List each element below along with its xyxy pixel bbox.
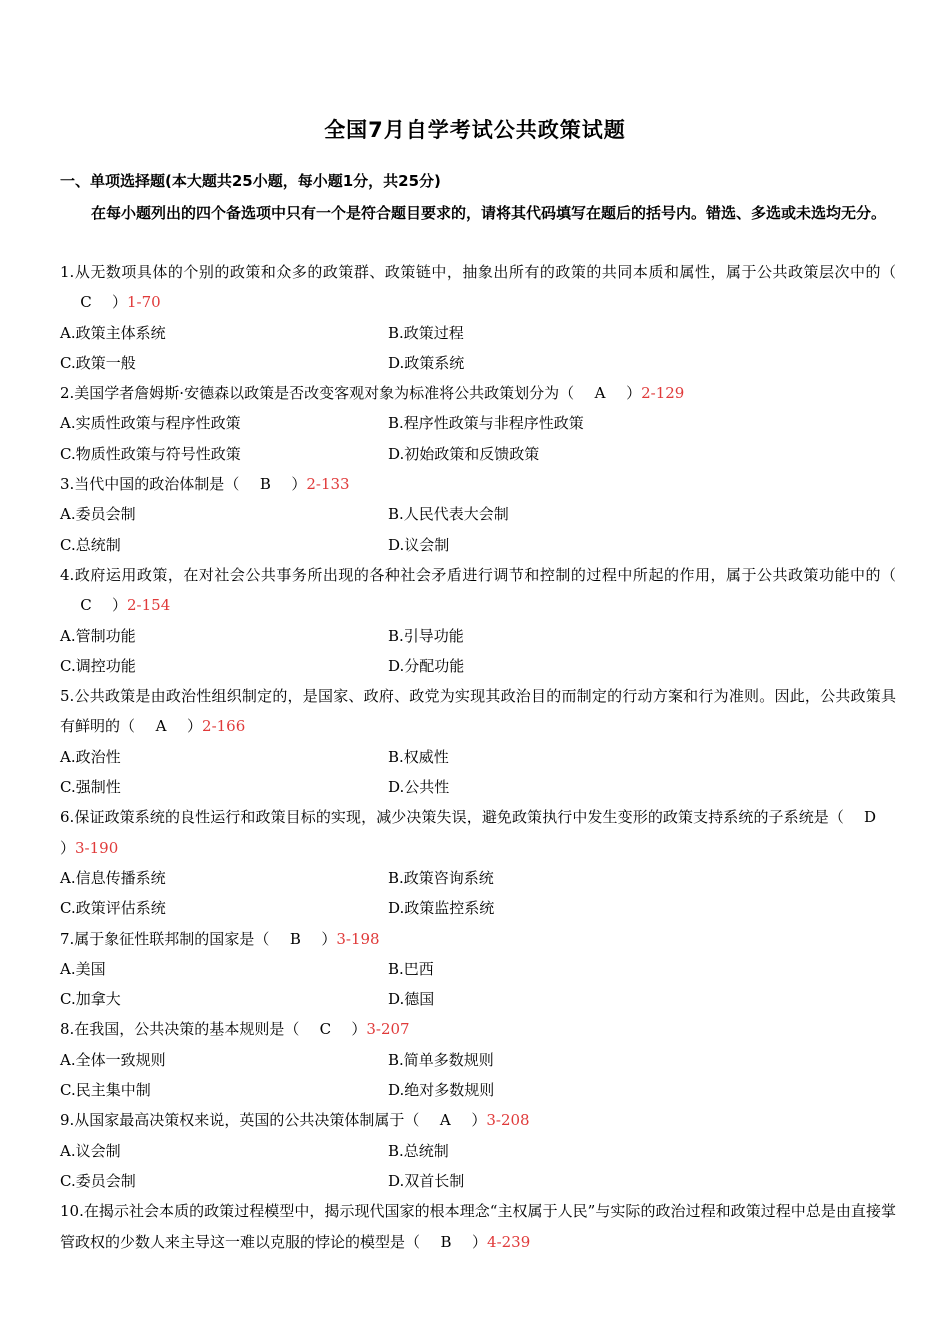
option: A.美国 <box>60 959 106 978</box>
option: A.全体一致规则 <box>60 1050 166 1069</box>
question-stem <box>60 681 896 742</box>
option-row <box>60 318 896 348</box>
option: D.初始政策和反馈政策 <box>388 444 540 463</box>
option: A.政治性 <box>60 747 121 766</box>
answer-letter: B <box>440 1232 452 1251</box>
page-reference: 2-133 <box>306 475 350 494</box>
question-stem <box>60 1105 896 1135</box>
option-row <box>60 1045 896 1075</box>
question-stem <box>60 802 896 863</box>
question-stem <box>60 469 896 499</box>
section-instruction: 在每小题列出的四个备选项中只有一个是符合题目要求的，请将其代码填写在题后的括号内。错选、多选或未选均无分。 <box>91 204 887 222</box>
answer-bracket-close: ） <box>112 293 128 312</box>
question-text: 4.政府运用政策，在对社会公共事务所出现的各种社会矛盾进行调节和控制的过程中所起的作用，属于公共政策功能中的（ <box>60 565 896 584</box>
answer-bracket-close: ） <box>112 596 128 615</box>
question-item <box>60 1196 896 1257</box>
page-reference: 2-154 <box>127 596 171 615</box>
answer-letter: B <box>289 929 301 948</box>
option-row <box>60 499 896 529</box>
option: C.加拿大 <box>60 990 121 1009</box>
option: A.议会制 <box>60 1141 121 1160</box>
option: C.调控功能 <box>60 656 136 675</box>
option: B.程序性政策与非程序性政策 <box>388 414 584 433</box>
answer-letter: A <box>594 384 606 403</box>
option: C.委员会制 <box>60 1171 136 1190</box>
page-reference: 2-166 <box>202 717 246 736</box>
option-row <box>60 863 896 893</box>
section-heading: 一、单项选择题(本大题共25小题，每小题1分，共25分) <box>60 172 441 190</box>
option: D.德国 <box>388 990 435 1009</box>
question-item <box>60 378 896 469</box>
question-item <box>60 257 896 378</box>
page-reference: 3-207 <box>366 1020 410 1039</box>
question-stem <box>60 1196 896 1257</box>
page-reference: 3-190 <box>75 838 119 857</box>
answer-bracket-close: ） <box>187 717 203 736</box>
option: C.政策一般 <box>60 353 136 372</box>
answer-bracket-close: ） <box>60 838 76 857</box>
option: B.权威性 <box>388 747 449 766</box>
question-text: 5.公共政策是由政治性组织制定的，是国家、政府、政党为实现其政治目的而制定的行动方案和行为准则。因此，公共政策具有鲜明的（ <box>60 687 896 736</box>
option-row <box>60 772 896 802</box>
question-item <box>60 1014 896 1105</box>
option-row <box>60 954 896 984</box>
question-text: 1.从无数项具体的个别的政策和众多的政策群、政策链中，抽象出所有的政策的共同本质和属性，属于公共政策层次中的（ <box>60 263 896 281</box>
option: A.管制功能 <box>60 626 136 645</box>
answer-bracket-close: ） <box>291 475 307 494</box>
question-item <box>60 560 896 681</box>
option: D.双首长制 <box>388 1171 465 1190</box>
option: C.强制性 <box>60 778 121 797</box>
option: C.政策评估系统 <box>60 899 166 918</box>
answer-letter: C <box>80 293 92 312</box>
option: A.委员会制 <box>60 505 136 524</box>
answer-letter: B <box>259 475 271 494</box>
option: D.议会制 <box>388 535 450 554</box>
option-row <box>60 621 896 651</box>
option: B.政策过程 <box>388 323 464 342</box>
option: A.信息传播系统 <box>60 868 166 887</box>
page-title: 全国7月自学考试公共政策试题 <box>324 118 626 142</box>
option: B.引导功能 <box>388 626 464 645</box>
question-stem <box>60 1014 896 1044</box>
option: A.实质性政策与程序性政策 <box>60 414 241 433</box>
option: B.简单多数规则 <box>388 1050 494 1069</box>
answer-bracket-close: ） <box>351 1020 367 1039</box>
question-text: 6.保证政策系统的良性运行和政策目标的实现，减少决策失误，避免政策执行中发生变形的政策支持系统的子系统是（ <box>60 808 844 827</box>
answer-bracket-close: ） <box>626 384 642 403</box>
option: C.民主集中制 <box>60 1081 151 1100</box>
question-stem <box>60 560 896 621</box>
option-row <box>60 651 896 681</box>
option-row <box>60 1166 896 1196</box>
question-stem <box>60 924 896 954</box>
page-reference: 3-198 <box>336 929 380 948</box>
question-list <box>60 257 896 1257</box>
question-item <box>60 681 896 802</box>
option: B.总统制 <box>388 1141 449 1160</box>
question-item <box>60 469 896 560</box>
answer-letter: A <box>155 717 167 736</box>
question-stem <box>60 378 896 408</box>
option: C.总统制 <box>60 535 121 554</box>
answer-letter: C <box>319 1020 332 1039</box>
answer-letter: D <box>863 808 877 827</box>
page-reference: 4-239 <box>487 1232 531 1251</box>
question-text: 10.在揭示社会本质的政策过程模型中，揭示现代国家的根本理念“主权属于人民”与实际的政治过程和政策过程中总是由直接掌管政权的少数人来主导这一难以克服的悖论的模型是（ <box>60 1202 896 1251</box>
option-row <box>60 893 896 923</box>
option-row <box>60 530 896 560</box>
option: D.公共性 <box>388 778 450 797</box>
option: C.物质性政策与符号性政策 <box>60 444 241 463</box>
question-stem <box>60 257 896 318</box>
option: D.绝对多数规则 <box>388 1081 495 1100</box>
question-text: 8.在我国，公共决策的基本规则是（ <box>60 1020 300 1039</box>
option: D.分配功能 <box>388 656 465 675</box>
option-row <box>60 439 896 469</box>
option-row <box>60 408 896 438</box>
option: B.政策咨询系统 <box>388 868 494 887</box>
question-item <box>60 1105 896 1196</box>
question-text: 7.属于象征性联邦制的国家是（ <box>60 929 270 948</box>
option-row <box>60 742 896 772</box>
option: B.巴西 <box>388 959 434 978</box>
option: B.人民代表大会制 <box>388 505 509 524</box>
option-row <box>60 984 896 1014</box>
question-text: 9.从国家最高决策权来说，英国的公共决策体制属于（ <box>60 1111 420 1130</box>
option: D.政策监控系统 <box>388 899 495 918</box>
option: D.政策系统 <box>388 353 465 372</box>
option-row <box>60 1075 896 1105</box>
option: A.政策主体系统 <box>60 323 166 342</box>
question-item <box>60 802 896 923</box>
answer-bracket-close: ） <box>321 929 337 948</box>
question-text: 3.当代中国的政治体制是（ <box>60 475 240 494</box>
answer-bracket-close: ） <box>472 1232 488 1251</box>
page-reference: 1-70 <box>127 293 161 312</box>
answer-bracket-close: ） <box>471 1111 487 1130</box>
option-row <box>60 348 896 378</box>
answer-letter: C <box>80 596 92 615</box>
page-reference: 3-208 <box>486 1111 530 1130</box>
question-text: 2.美国学者詹姆斯·安德森以政策是否改变客观对象为标准将公共政策划分为（ <box>60 384 575 403</box>
page-reference: 2-129 <box>641 384 685 403</box>
question-item <box>60 924 896 1015</box>
option-row <box>60 1136 896 1166</box>
answer-letter: A <box>439 1111 451 1130</box>
